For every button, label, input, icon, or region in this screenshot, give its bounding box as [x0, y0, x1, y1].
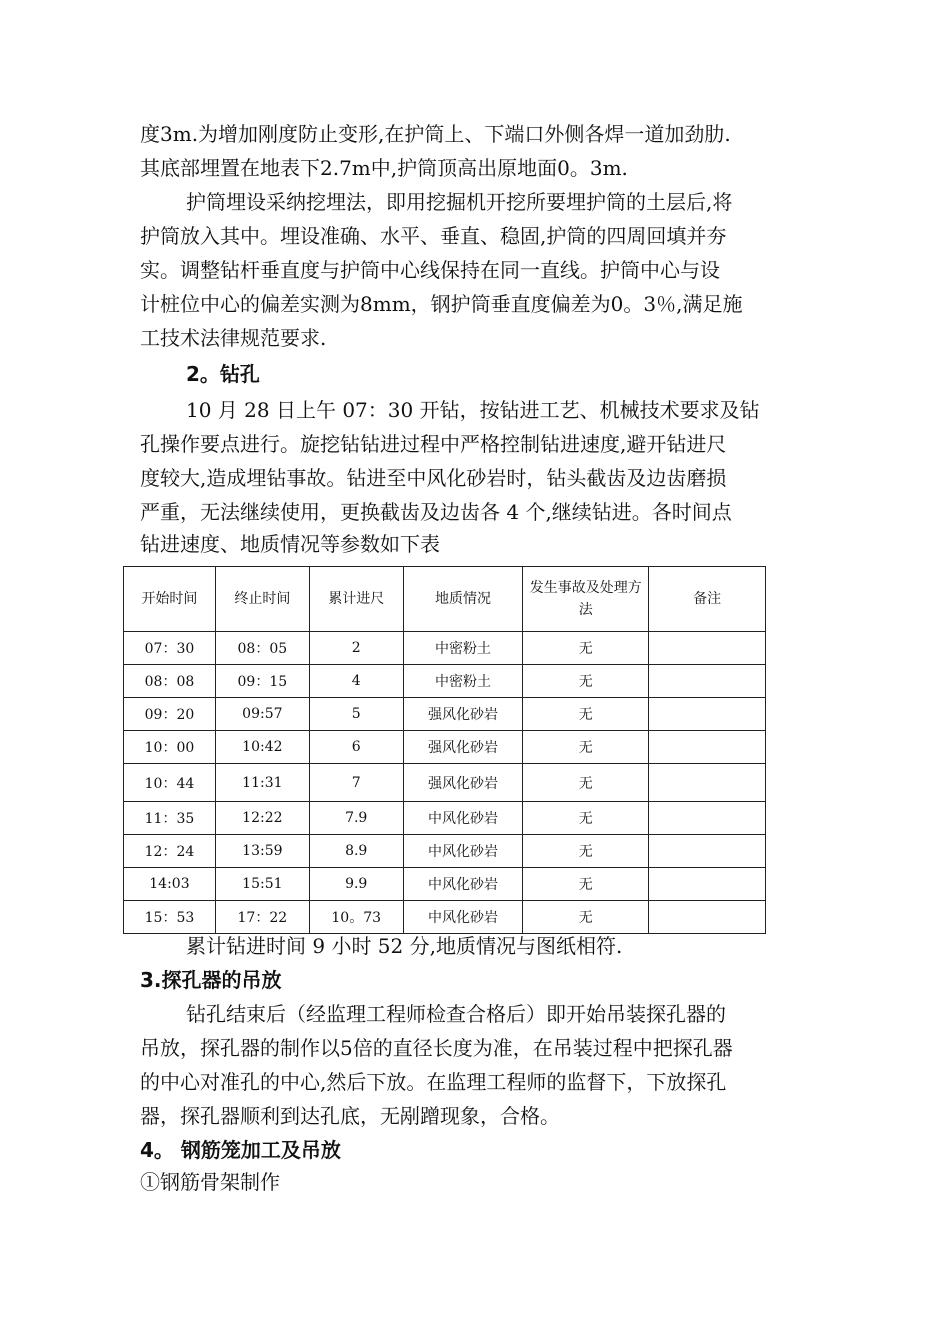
cell: 4	[309, 665, 403, 698]
cell: 9.9	[309, 868, 403, 901]
table-row	[124, 632, 766, 665]
cell: 12：24	[124, 835, 216, 868]
cell: 无	[523, 835, 649, 868]
cell: 17：22	[215, 901, 309, 934]
cell: 8.9	[309, 835, 403, 868]
cell: 08：05	[215, 632, 309, 665]
text-line: 累计钻进时间 9 小时 52 分,地质情况与图纸相符.	[186, 934, 623, 958]
table-row	[124, 665, 766, 698]
cell: 5	[309, 698, 403, 731]
cell: 无	[523, 764, 649, 802]
header-cumulative-depth: 累计进尺	[309, 567, 403, 632]
cell: 11:31	[215, 764, 309, 802]
cell: 09:57	[215, 698, 309, 731]
section-heading: 3.探孔器的吊放	[140, 968, 282, 992]
cell: 10：00	[124, 731, 216, 764]
cell: 6	[309, 731, 403, 764]
cell: 15:51	[215, 868, 309, 901]
text-line: 护筒放入其中。埋设准确、水平、垂直、稳固,护筒的四周回填并夯	[140, 224, 727, 248]
cell: 强风化砂岩	[403, 731, 523, 764]
drilling-table	[123, 566, 766, 934]
cell: 09：15	[215, 665, 309, 698]
header-accident: 发生事故及处理方法	[523, 567, 649, 632]
cell: 无	[523, 632, 649, 665]
table-row	[124, 698, 766, 731]
cell	[649, 665, 766, 698]
cell	[649, 802, 766, 835]
text-line: 器，探孔器顺利到达孔底，无剐蹭现象，合格。	[140, 1104, 560, 1128]
text-line: 工技术法律规范要求.	[140, 326, 327, 350]
cell: 10。73	[309, 901, 403, 934]
text-line: 孔操作要点进行。旋挖钻钻进过程中严格控制钻进速度,避开钻进尺	[140, 432, 727, 456]
cell: 7.9	[309, 802, 403, 835]
cell: 中风化砂岩	[403, 868, 523, 901]
table-row	[124, 835, 766, 868]
text-line: 度3m.为增加刚度防止变形,在护筒上、下端口外侧各焊一道加劲肋.	[140, 122, 731, 146]
cell: 无	[523, 802, 649, 835]
header-geology: 地质情况	[403, 567, 523, 632]
section-heading: 2。钻孔	[186, 362, 260, 386]
cell: 无	[523, 868, 649, 901]
cell: 中风化砂岩	[403, 901, 523, 934]
text-line: 10 月 28 日上午 07：30 开钻，按钻进工艺、机械技术要求及钻	[186, 398, 760, 422]
cell: 无	[523, 901, 649, 934]
cell: 10：44	[124, 764, 216, 802]
cell: 无	[523, 665, 649, 698]
text-line: 钻孔结束后（经监理工程师检查合格后）即开始吊装探孔器的	[186, 1002, 726, 1026]
cell: 07：30	[124, 632, 216, 665]
subsection-label: ①钢筋骨架制作	[140, 1170, 280, 1194]
cell: 2	[309, 632, 403, 665]
cell: 08：08	[124, 665, 216, 698]
cell	[649, 764, 766, 802]
cell: 无	[523, 698, 649, 731]
header-remarks: 备注	[649, 567, 766, 632]
cell	[649, 731, 766, 764]
cell	[649, 698, 766, 731]
text-line: 的中心对准孔的中心,然后下放。在监理工程师的监督下，下放探孔	[140, 1070, 727, 1094]
cell: 中风化砂岩	[403, 802, 523, 835]
table-row	[124, 802, 766, 835]
text-line: 钻进速度、地质情况等参数如下表	[140, 532, 440, 556]
cell: 14:03	[124, 868, 216, 901]
cell: 强风化砂岩	[403, 764, 523, 802]
cell	[649, 901, 766, 934]
cell: 无	[523, 731, 649, 764]
cell: 7	[309, 764, 403, 802]
text-line: 实。调整钻杆垂直度与护筒中心线保持在同一直线。护筒中心与设	[140, 258, 720, 282]
table-row	[124, 868, 766, 901]
text-line: 计桩位中心的偏差实测为8mm，钢护筒垂直度偏差为0。3％,满足施	[140, 292, 743, 316]
cell: 中密粉土	[403, 632, 523, 665]
cell: 中密粉土	[403, 665, 523, 698]
cell: 强风化砂岩	[403, 698, 523, 731]
header-end-time: 终止时间	[215, 567, 309, 632]
cell: 15：53	[124, 901, 216, 934]
text-line: 护筒埋设采纳挖埋法，即用挖掘机开挖所要埋护筒的土层后,将	[186, 190, 733, 214]
cell: 13:59	[215, 835, 309, 868]
table-header-row	[124, 567, 766, 632]
text-line: 严重，无法继续使用，更换截齿及边齿各 4 个,继续钻进。各时间点	[140, 500, 732, 524]
text-line: 度较大,造成埋钻事故。钻进至中风化砂岩时，钻头截齿及边齿磨损	[140, 466, 727, 490]
cell: 12:22	[215, 802, 309, 835]
cell: 09：20	[124, 698, 216, 731]
cell	[649, 868, 766, 901]
cell: 10:42	[215, 731, 309, 764]
header-start-time: 开始时间	[124, 567, 216, 632]
table-row	[124, 901, 766, 934]
cell: 中风化砂岩	[403, 835, 523, 868]
table-row	[124, 731, 766, 764]
text-line: 吊放，探孔器的制作以5倍的直径长度为准，在吊装过程中把探孔器	[140, 1036, 733, 1060]
cell: 11：35	[124, 802, 216, 835]
section-heading: 4。 钢筋笼加工及吊放	[140, 1138, 341, 1162]
cell	[649, 632, 766, 665]
table-row	[124, 764, 766, 802]
text-line: 其底部埋置在地表下2.7m中,护筒顶高出原地面0。3m.	[140, 156, 628, 180]
cell	[649, 835, 766, 868]
